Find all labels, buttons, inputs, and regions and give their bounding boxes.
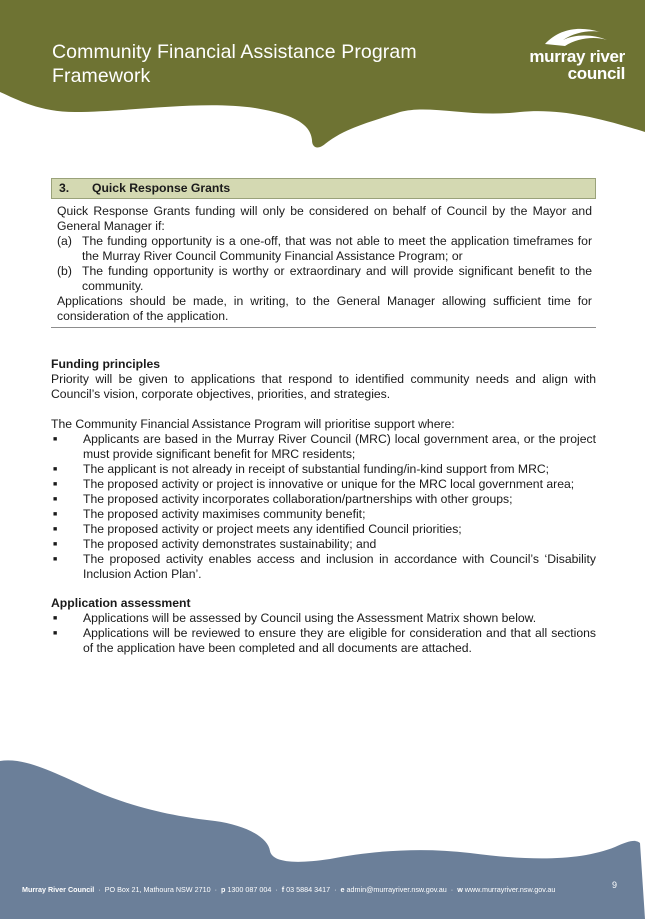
logo-line-2: council xyxy=(567,64,625,83)
footer-web-label: w xyxy=(457,885,463,894)
section-title: Quick Response Grants xyxy=(92,181,231,195)
list-item xyxy=(51,462,596,477)
bullet-text: The applicant is not already in receipt of substantial funding/in-kind support from MRC; xyxy=(83,462,550,476)
page-number: 9 xyxy=(612,880,618,890)
list-item xyxy=(51,611,596,626)
footer-web-link[interactable]: www.murrayriver.nsw.gov.au xyxy=(464,885,556,894)
section-quick-response xyxy=(51,178,596,328)
footer-fax: 03 5884 3417 xyxy=(286,885,331,894)
river-swoosh-icon xyxy=(505,22,625,48)
bullet-text: Applications will be assessed by Council using the Assessment Matrix shown below. xyxy=(83,611,537,625)
assessment-heading: Application assessment xyxy=(51,596,191,610)
bullet-icon: ■ xyxy=(53,436,58,443)
item-label: (b) xyxy=(57,264,72,278)
list-item xyxy=(51,477,596,492)
bullet-icon: ■ xyxy=(53,615,58,622)
bullet-text: The proposed activity incorporates collaboration/partnerships with other groups; xyxy=(83,492,513,506)
footer-phone-label: p xyxy=(220,885,226,894)
footer-email-link[interactable]: admin@murrayriver.nsw.gov.au xyxy=(346,885,447,894)
item-label: (a) xyxy=(57,234,72,248)
bullet-icon: ■ xyxy=(53,526,58,533)
bullet-text: The proposed activity or project is innovative or unique for the MRC local government area; xyxy=(83,477,575,491)
section-heading xyxy=(51,178,596,199)
title-line-1: Community Financial Assistance Program xyxy=(52,41,417,63)
council-logo xyxy=(505,22,625,92)
footer-phone: 1300 087 004 xyxy=(227,885,272,894)
section-closing: Applications should be made, in writing, to the General Manager allowing sufficient time for consideration of the application. xyxy=(57,294,592,323)
footer-email-label: e xyxy=(340,885,345,894)
funding-heading: Funding principles xyxy=(51,357,161,371)
list-item xyxy=(51,432,596,462)
bullet-icon: ■ xyxy=(53,496,58,503)
list-item xyxy=(51,507,596,522)
list-item xyxy=(51,552,596,582)
bullet-text: Applications will be reviewed to ensure they are eligible for consideration and that all sections of the application have been completed and all documents are attached. xyxy=(83,626,596,655)
list-item xyxy=(51,537,596,552)
document-title xyxy=(52,40,417,88)
funding-paragraph: Priority will be given to applications that respond to identified community needs and align with Council’s vision, corporate objectives, priorities, and strategies. xyxy=(51,372,596,401)
section-intro: Quick Response Grants funding will only be considered on behalf of Council by the Mayor and General Manager if: xyxy=(57,204,592,233)
bullet-text: The proposed activity or project meets any identified Council priorities; xyxy=(83,522,462,536)
list-item xyxy=(57,264,592,294)
assessment-bullets xyxy=(51,611,596,656)
bullet-text: Applicants are based in the Murray River Council (MRC) local government area, or the project must provide significant benefit for MRC residents; xyxy=(83,432,596,461)
list-item xyxy=(51,522,596,537)
footer-address: PO Box 21, Mathoura NSW 2710 xyxy=(104,885,211,894)
main-content xyxy=(51,178,596,656)
funding-bullets xyxy=(51,432,596,582)
bullet-icon: ■ xyxy=(53,630,58,637)
section-number: 3. xyxy=(59,181,70,195)
list-item xyxy=(51,492,596,507)
bullet-text: The proposed activity enables access and inclusion in accordance with Council’s ‘Disability Inclusion Action Plan’. xyxy=(83,552,596,581)
item-text: The funding opportunity is worthy or extraordinary and will provide significant benefit to the community. xyxy=(82,264,592,293)
funding-lead: The Community Financial Assistance Program will prioritise support where: xyxy=(51,417,455,431)
footer-org: Murray River Council xyxy=(22,885,95,894)
footer-contact: Murray River Council · PO Box 21, Mathoura NSW 2710 · p 1300 087 004 · f 03 5884 3417 · e admin@murrayriver.nsw.gov.au · w www.murrayriver.nsw.gov.au xyxy=(22,885,556,894)
item-text: The funding opportunity is a one-off, that was not able to meet the application timeframes for the Murray River Council Community Financial Assistance Program; or xyxy=(82,234,592,263)
bullet-icon: ■ xyxy=(53,556,58,563)
section-body xyxy=(51,199,596,327)
bullet-icon: ■ xyxy=(53,511,58,518)
bullet-text: The proposed activity maximises community benefit; xyxy=(83,507,366,521)
logo-line-1: murray river xyxy=(529,47,625,66)
bullet-text: The proposed activity demonstrates sustainability; and xyxy=(83,537,377,551)
logo-wordmark xyxy=(505,48,625,82)
list-item xyxy=(57,234,592,264)
bullet-icon: ■ xyxy=(53,481,58,488)
title-line-2: Framework xyxy=(52,65,151,87)
footer-fax-label: f xyxy=(281,885,285,894)
bullet-icon: ■ xyxy=(53,466,58,473)
footer-banner xyxy=(0,755,645,919)
bullet-icon: ■ xyxy=(53,541,58,548)
list-item xyxy=(51,626,596,656)
